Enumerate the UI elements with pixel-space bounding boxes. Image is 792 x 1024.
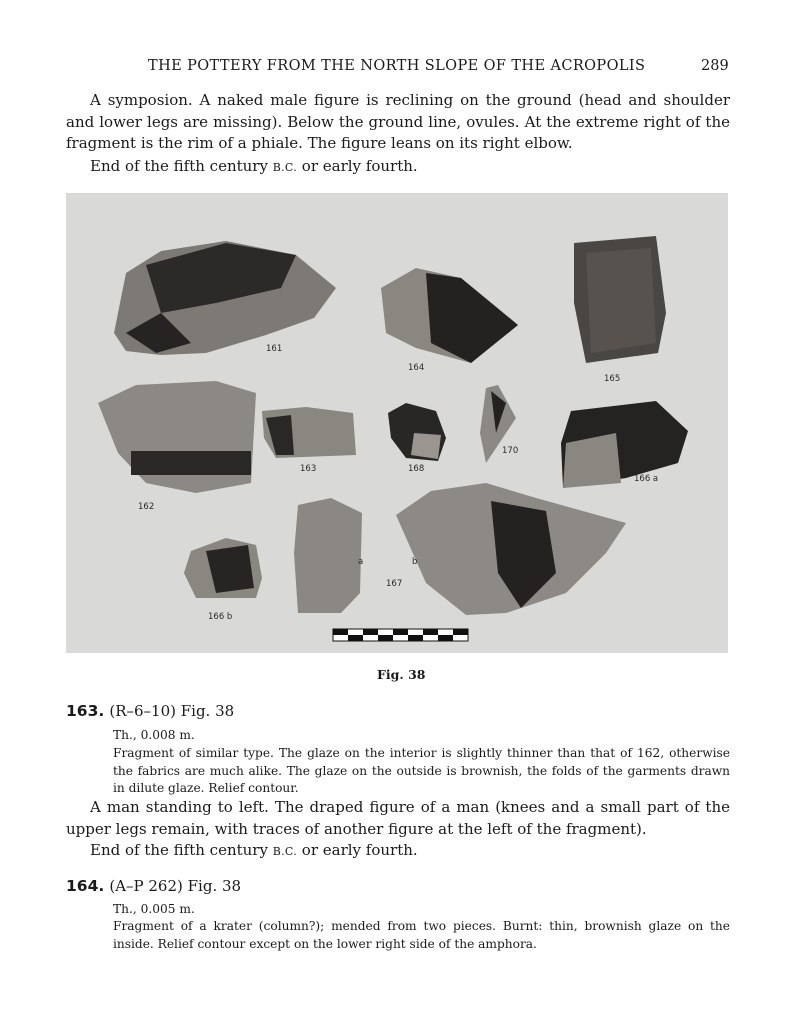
- label-163: 163: [300, 464, 317, 474]
- intro-text: A symposion. A naked male figure is reclining on the ground (head and shoulder and lower legs are missing). Below the ground line, ovules. At the extreme right of the fragment is the rim of a phiale. The figure leans on its right elbow.: [66, 91, 730, 152]
- fragment-164: [381, 268, 518, 363]
- intro-date-bc: B.C.: [272, 161, 298, 174]
- entry-163-ref: (R–6–10) Fig. 38: [109, 702, 235, 720]
- entry-163-date: [66, 840, 730, 863]
- entry-164-number: 164.: [66, 877, 105, 895]
- entry-164-thickness: Th., 0.005 m.: [113, 902, 195, 916]
- intro-date-post: or early fourth.: [297, 157, 418, 175]
- fragment-165: [574, 236, 666, 363]
- entry-163-paragraph-text: A man standing to left. The draped figure of a man (knees and a small part of the upper legs remain, with traces of another figure at the left of the fragment).: [66, 798, 730, 838]
- figure-38-plate: [66, 193, 728, 653]
- fragment-167a: [294, 498, 362, 613]
- fragment-167b: [396, 483, 626, 615]
- page-number: 289: [701, 58, 729, 74]
- entry-163-heading: [66, 701, 234, 720]
- label-168: 168: [408, 464, 425, 474]
- entry-164-description: Fragment of a krater (column?); mended from two pieces. Burnt: thin, brownish glaze on the inside. Relief contour except on the lower right side of the amphora.: [113, 919, 730, 951]
- entry-164-heading: [66, 876, 241, 895]
- entry-163-paragraph: [66, 797, 730, 840]
- entry-163-date-pre: End of the fifth century: [90, 841, 273, 859]
- fragment-166b: [184, 538, 262, 598]
- entry-163-date-bc: B.C.: [272, 845, 298, 858]
- intro-date: [66, 156, 730, 179]
- label-165: 165: [604, 374, 621, 384]
- label-166b: 166 b: [208, 612, 233, 622]
- fragment-161: [114, 241, 336, 355]
- intro-paragraph: [66, 90, 730, 155]
- fragment-163: [262, 407, 356, 458]
- label-164: 164: [408, 363, 425, 373]
- entry-163-date-post: or early fourth.: [297, 841, 418, 859]
- fragments-photo: [66, 193, 728, 653]
- fragment-168: [388, 403, 446, 461]
- intro-date-pre: End of the fifth century: [90, 157, 273, 175]
- running-title: THE POTTERY FROM THE NORTH SLOPE OF THE ACROPOLIS: [148, 58, 646, 74]
- fragment-162: [98, 381, 256, 493]
- fragment-166a: [561, 401, 688, 488]
- scale-bar: [333, 629, 468, 641]
- entry-163-number: 163.: [66, 702, 105, 720]
- entry-163-description: Fragment of similar type. The glaze on the interior is slightly thinner than that of 162, otherwise the fabrics are much alike. The glaze on the outside is brownish, the folds of the garments drawn in dilute glaze. Relief contour.: [113, 746, 730, 795]
- label-167: 167: [386, 579, 403, 589]
- entry-164-ref: (A–P 262) Fig. 38: [109, 877, 242, 895]
- figure-caption: Fig. 38: [377, 667, 426, 682]
- label-170: 170: [502, 446, 519, 456]
- label-161: 161: [266, 344, 283, 354]
- label-166a: 166 a: [634, 474, 659, 484]
- entry-163-thickness: Th., 0.008 m.: [113, 728, 195, 742]
- label-162: 162: [138, 502, 155, 512]
- label-167a: a: [358, 557, 364, 567]
- label-167b: b: [412, 557, 418, 567]
